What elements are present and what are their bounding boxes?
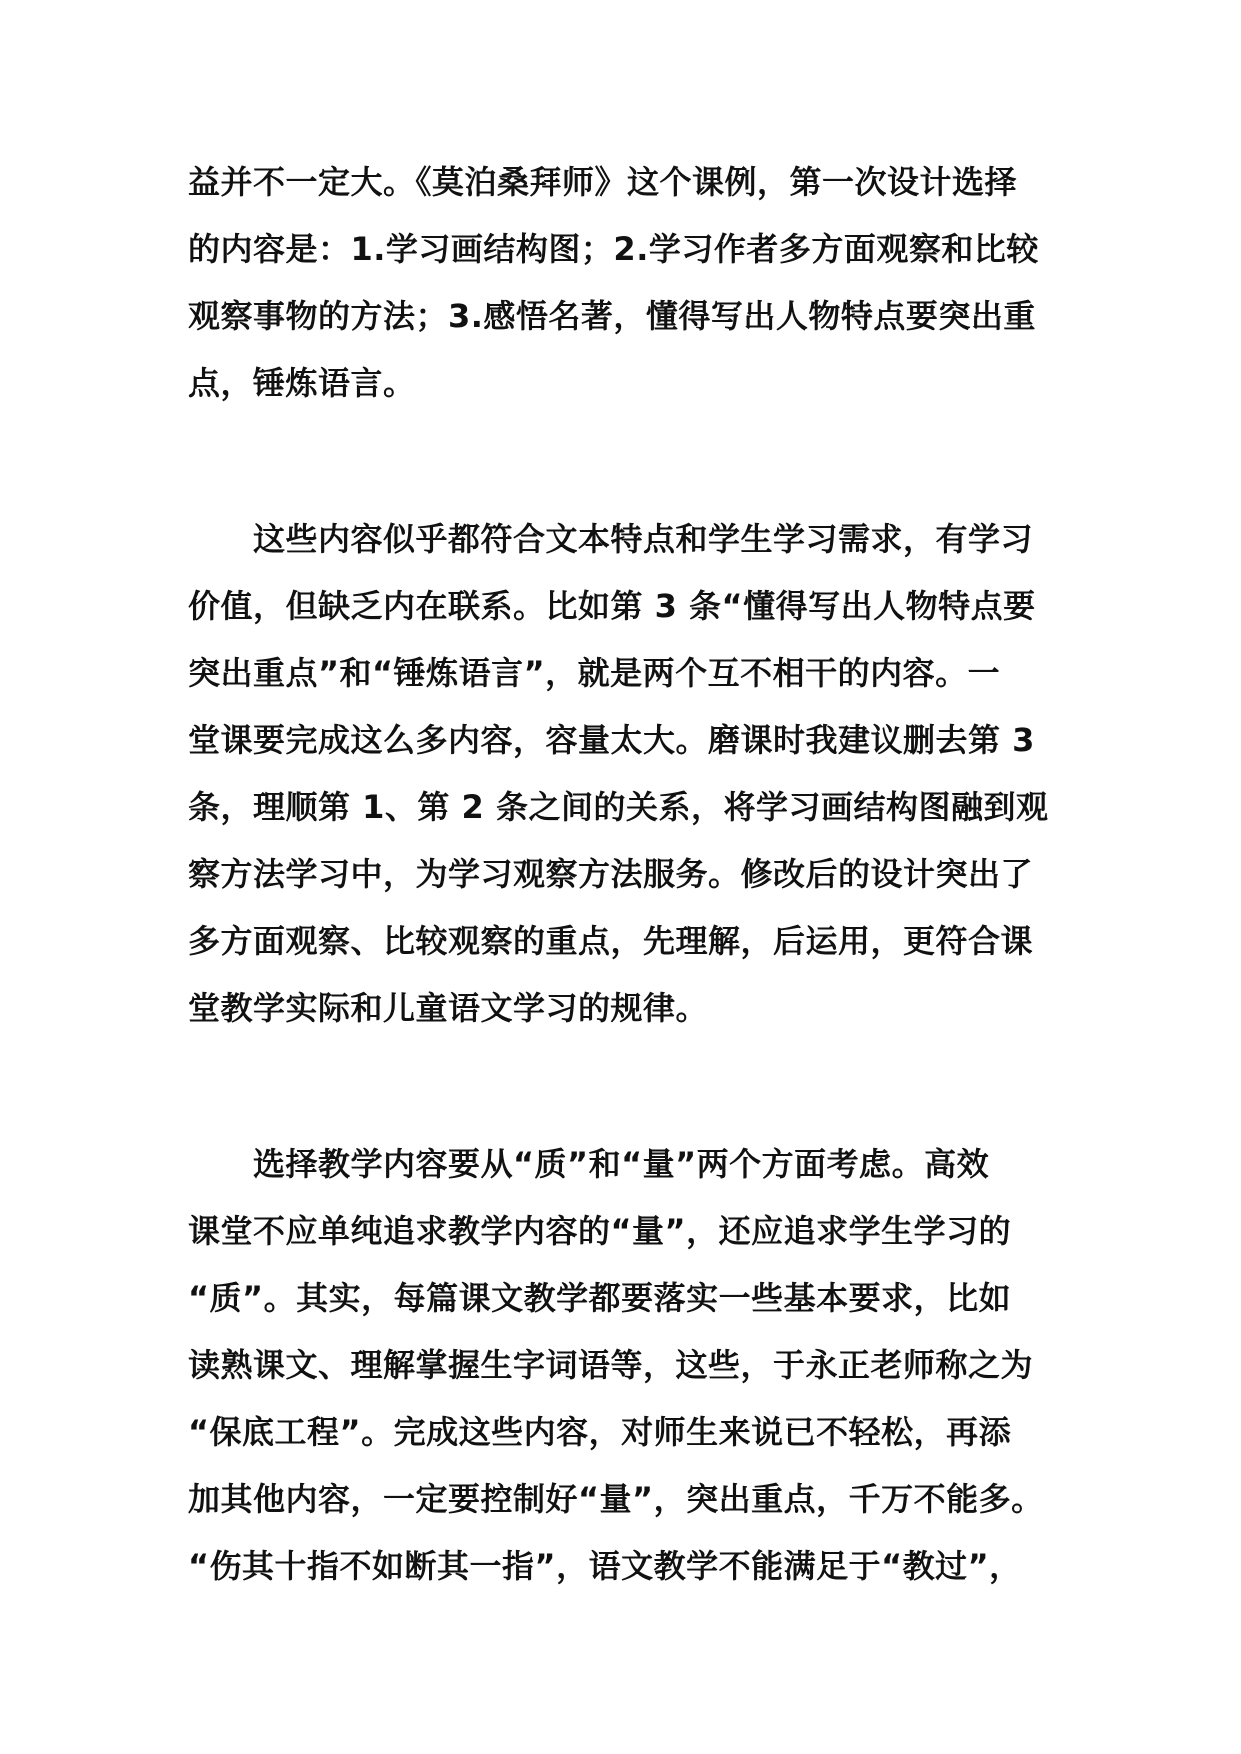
text-line: 点，锤炼语言。 xyxy=(188,364,416,402)
text-line: “保底工程”。完成这些内容，对师生来说已不轻松，再添 xyxy=(188,1413,1012,1451)
text-line: “伤其十指不如断其一指”，语文教学不能满足于“教过”， xyxy=(188,1547,1022,1585)
text-line: 价值，但缺乏内在联系。比如第 3 条“懂得写出人物特点要 xyxy=(188,587,1036,625)
paragraph-3 xyxy=(188,1131,1088,1600)
text-line: 观察事物的方法；3.感悟名著，懂得写出人物特点要突出重 xyxy=(188,297,1036,335)
paragraph-2 xyxy=(188,506,1088,1042)
text-line: 条，理顺第 1、第 2 条之间的关系，将学习画结构图融到观 xyxy=(188,788,1049,826)
text-line: “质”。其实，每篇课文教学都要落实一些基本要求，比如 xyxy=(188,1279,1012,1317)
text-line: 益并不一定大。《莫泊桑拜师》这个课例，第一次设计选择 xyxy=(188,163,1018,201)
text-line: 多方面观察、比较观察的重点，先理解，后运用，更符合课 xyxy=(188,922,1034,960)
paragraph-1 xyxy=(188,149,1088,417)
text-line: 突出重点”和“锤炼语言”，就是两个互不相干的内容。一 xyxy=(188,654,1001,692)
text-line: 这些内容似乎都符合文本特点和学生学习需求，有学习 xyxy=(188,520,1034,558)
text-line: 课堂不应单纯追求教学内容的“量”，还应追求学生学习的 xyxy=(188,1212,1012,1250)
text-line: 加其他内容，一定要控制好“量”，突出重点，千万不能多。 xyxy=(188,1480,1044,1518)
text-line: 读熟课文、理解掌握生字词语等，这些，于永正老师称之为 xyxy=(188,1346,1034,1384)
text-line: 选择教学内容要从“质”和“量”两个方面考虑。高效 xyxy=(188,1145,990,1183)
text-line: 察方法学习中，为学习观察方法服务。修改后的设计突出了 xyxy=(188,855,1034,893)
text-line: 堂课要完成这么多内容，容量太大。磨课时我建议删去第 3 xyxy=(188,721,1035,759)
text-line: 堂教学实际和儿童语文学习的规律。 xyxy=(188,989,709,1027)
text-line: 的内容是：1.学习画结构图；2.学习作者多方面观察和比较 xyxy=(188,230,1039,268)
